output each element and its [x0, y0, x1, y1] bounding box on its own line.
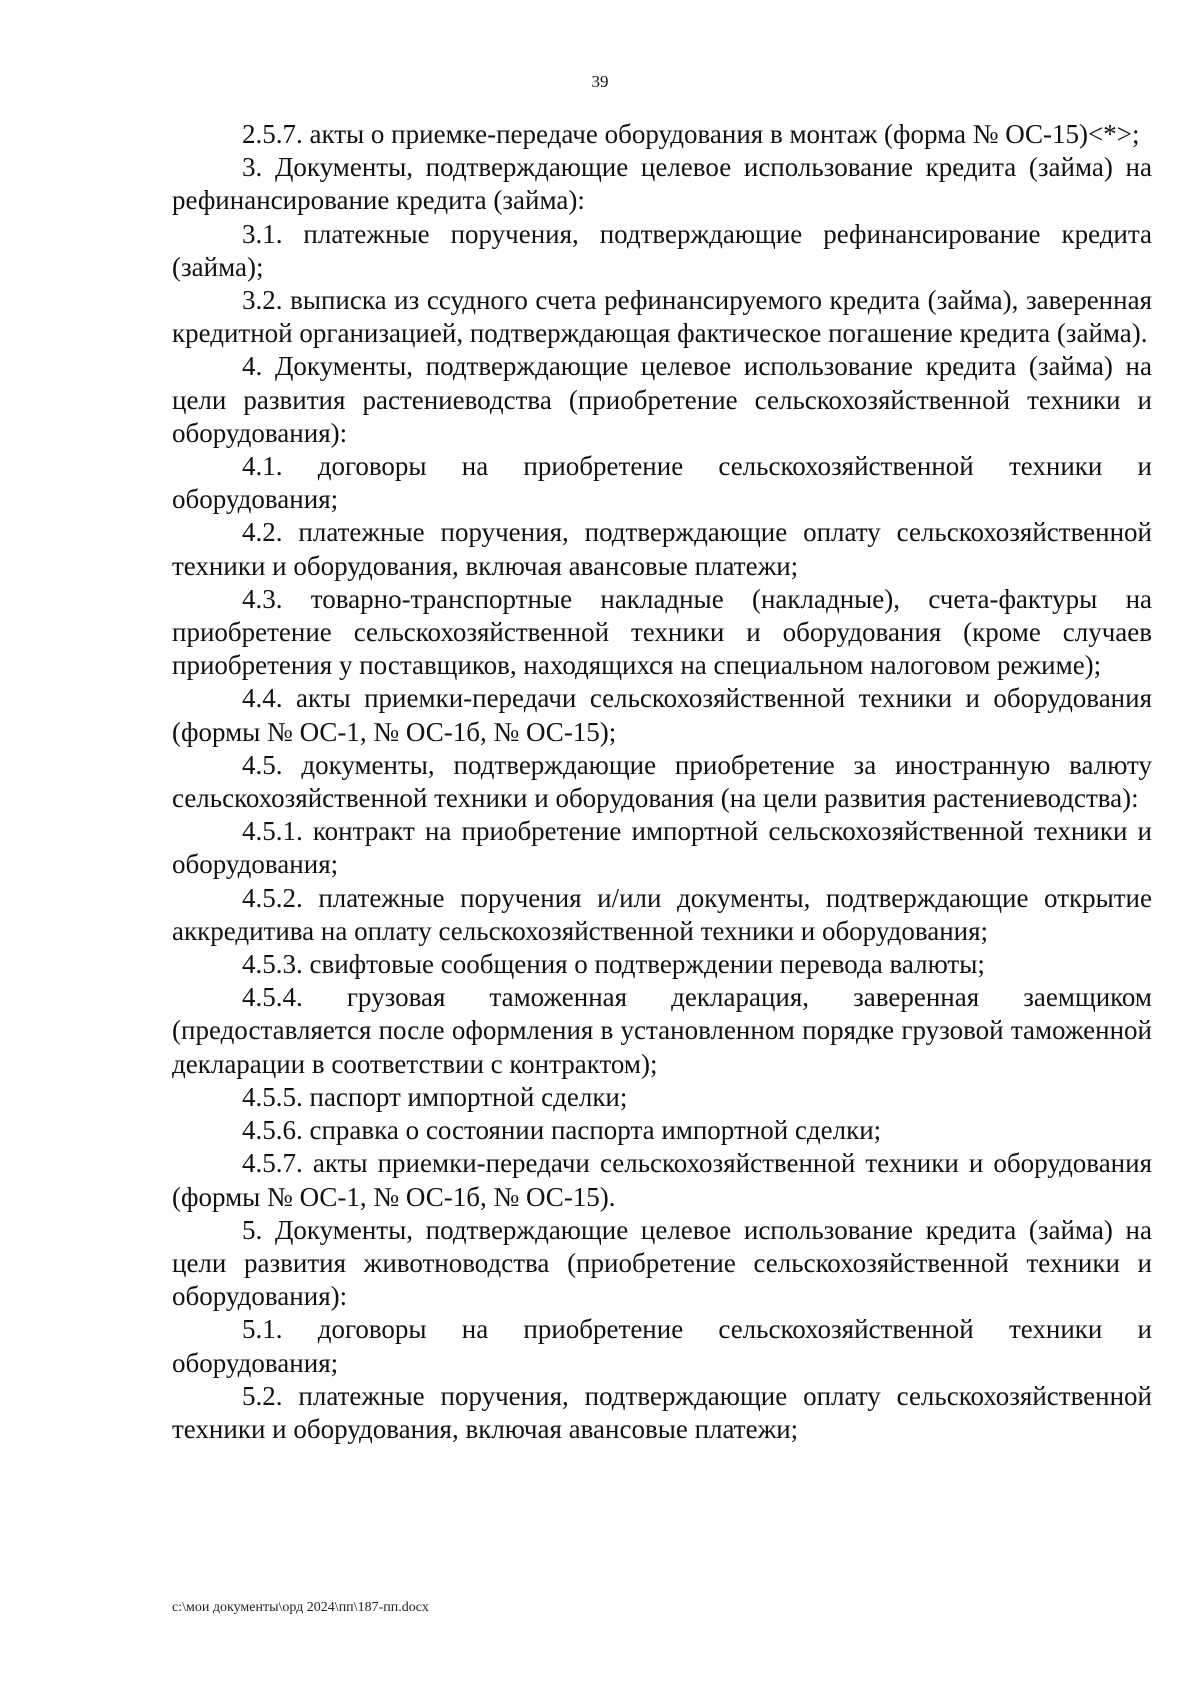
paragraph-4-1: 4.1. договоры на приобретение сельскохозяйственной техники и оборудования;: [172, 451, 1152, 515]
paragraph-4-5-1: 4.5.1. контракт на приобретение импортной сельскохозяйственной техники и оборудования;: [172, 816, 1152, 880]
page-number: 39: [591, 72, 609, 91]
paragraph-3: 3. Документы, подтверждающие целевое использование кредита (займа) на рефинансирование кредита (займа):: [172, 152, 1152, 216]
paragraph-5: 5. Документы, подтверждающие целевое использование кредита (займа) на цели развития животноводства (приобретение сельскохозяйственной техники и оборудования):: [172, 1214, 1152, 1312]
paragraph-4: 4. Документы, подтверждающие целевое использование кредита (займа) на цели развития растениеводства (приобретение сельскохозяйственной техники и оборудования):: [172, 351, 1152, 448]
paragraph-2-5-7: 2.5.7. акты о приемке-передаче оборудования в монтаж (форма № ОС-15)<*>;: [242, 119, 1140, 149]
paragraph-4-5-2: 4.5.2. платежные поручения и/или документы, подтверждающие открытие аккредитива на оплату сельскохозяйственной техники и оборудования;: [172, 882, 1152, 946]
paragraph-4-5-6: 4.5.6. справка о состоянии паспорта импортной сделки;: [242, 1115, 882, 1146]
paragraph-5-1: 5.1. договоры на приобретение сельскохозяйственной техники и оборудования;: [172, 1314, 1152, 1378]
paragraph-3-1: 3.1. платежные поручения, подтверждающие рефинансирование кредита (займа);: [172, 218, 1152, 282]
paragraph-4-4: 4.4. акты приемки-передачи сельскохозяйственной техники и оборудования (формы № ОС-1, № ОС-1б, № ОС-15);: [172, 683, 1152, 747]
paragraph-4-5-3: 4.5.3. свифтовые сообщения о подтверждении перевода валюты;: [242, 949, 985, 980]
paragraph-4-5-5: 4.5.5. паспорт импортной сделки;: [242, 1081, 628, 1112]
footer-file-path: c:\мои документы\орд 2024\пп\187-пп.docx: [172, 1600, 429, 1615]
paragraph-5-2: 5.2. платежные поручения, подтверждающие оплату сельскохозяйственной техники и оборудования, включая авансовые платежи;: [172, 1380, 1152, 1444]
paragraph-4-2: 4.2. платежные поручения, подтверждающие оплату сельскохозяйственной техники и оборудования, включая авансовые платежи;: [172, 517, 1152, 581]
paragraph-4-3: 4.3. товарно-транспортные накладные (накладные), счета-фактуры на приобретение сельскохозяйственной техники и оборудования (кроме случаев приобретения у поставщиков, находящихся на специальном налоговом режиме);: [172, 583, 1152, 681]
document-body: [172, 118, 1152, 1446]
paragraph-4-5: 4.5. документы, подтверждающие приобретение за иностранную валюту сельскохозяйственной техники и оборудования (на цели развития растениеводства):: [172, 749, 1152, 814]
paragraph-4-5-4: 4.5.4. грузовая таможенная декларация, заверенная заемщиком (предоставляется после оформления в установленном порядке грузовой таможенной декларации в соответствии с контрактом);: [172, 982, 1152, 1079]
paragraph-3-2: 3.2. выписка из ссудного счета рефинансируемого кредита (займа), заверенная кредитной организацией, подтверждающая фактическое погашение кредита (займа).: [172, 285, 1152, 349]
paragraph-4-5-7: 4.5.7. акты приемки-передачи сельскохозяйственной техники и оборудования (формы № ОС-1, № ОС-1б, № ОС-15).: [172, 1148, 1152, 1212]
